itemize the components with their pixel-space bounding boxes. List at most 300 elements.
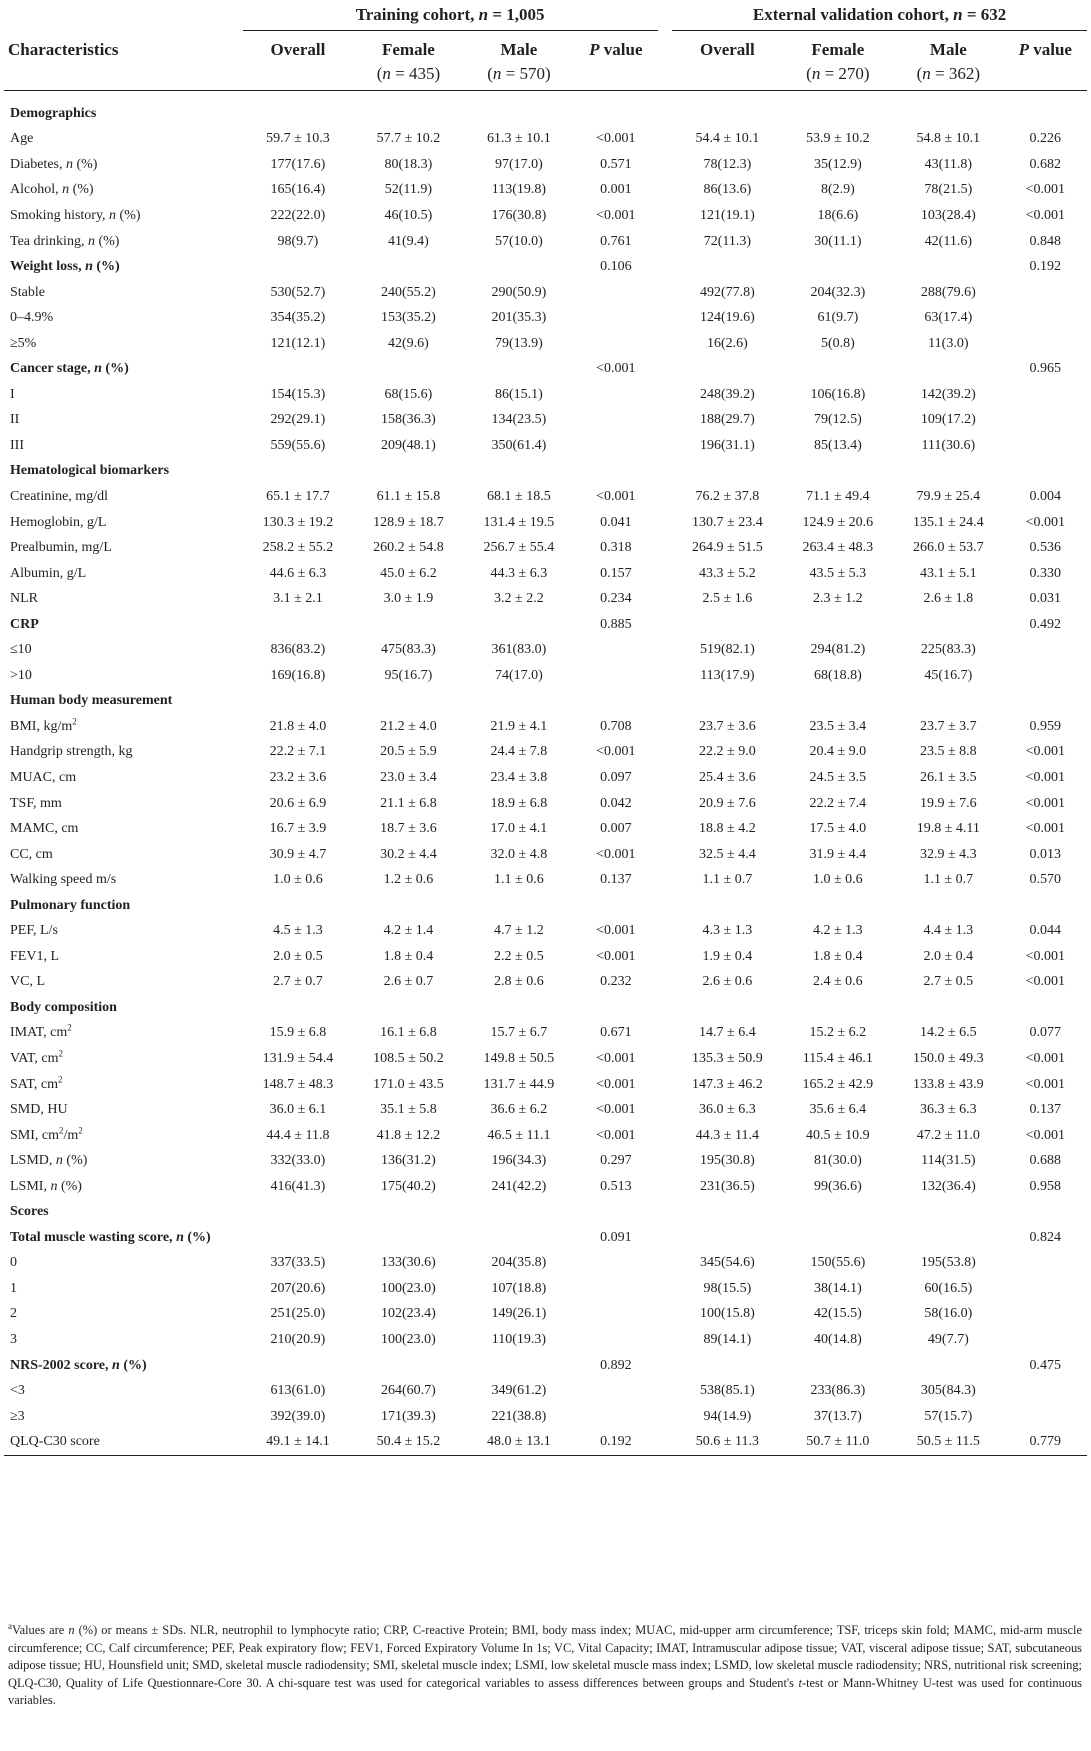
row-label: Cancer stage, n (%): [10, 361, 129, 377]
table-cell: [464, 1353, 574, 1379]
table-cell: [574, 1327, 657, 1353]
table-cell: 20.6 ± 6.9: [269, 795, 327, 811]
table-cell: <0.001: [596, 846, 636, 862]
table-cell: 21.1 ± 6.8: [380, 795, 437, 811]
table-cell: 0.513: [600, 1178, 632, 1194]
cohort-header-row: [4, 0, 1087, 31]
section-row: [4, 893, 1087, 919]
table-row: [4, 1046, 1087, 1072]
table-cell: [243, 893, 353, 919]
table-cell: [672, 612, 782, 638]
table-cell: 158(36.3): [381, 412, 436, 428]
table-cell: 68(18.8): [813, 667, 862, 683]
row-label: Scores: [10, 1204, 49, 1220]
table-cell: <0.001: [596, 131, 636, 147]
table-cell: 177(17.6): [270, 156, 326, 172]
table-cell: [1004, 1200, 1087, 1226]
table-cell: 44.3 ± 6.3: [490, 565, 548, 581]
table-cell: 263.4 ± 48.3: [802, 540, 874, 556]
table-cell: [574, 101, 657, 127]
table-cell: [1004, 1251, 1087, 1277]
table-cell: 266.0 ± 53.7: [912, 540, 984, 556]
table-cell: 0.091: [600, 1229, 632, 1245]
table-cell: 17.5 ± 4.0: [809, 821, 867, 837]
table-cell: 154(15.3): [270, 386, 326, 402]
table-row: [4, 714, 1087, 740]
table-row: [4, 203, 1087, 229]
table-cell: 0.885: [600, 616, 632, 632]
table-cell: 210(20.9): [270, 1332, 326, 1348]
table-cell: 142(39.2): [920, 386, 976, 402]
table-cell: 0.958: [1029, 1178, 1062, 1194]
table-cell: 18(6.6): [817, 207, 859, 223]
table-cell: 23.4 ± 3.8: [490, 769, 548, 785]
table-cell: 23.7 ± 3.6: [699, 718, 756, 734]
validation-cohort-heading: External validation cohort, n = 632: [672, 0, 1087, 31]
training-overall-heading: Overall: [243, 31, 353, 91]
table-cell: <0.001: [1025, 1051, 1065, 1066]
table-cell: 98(15.5): [703, 1280, 752, 1296]
table-cell: 4.5 ± 1.3: [273, 923, 323, 939]
table-cell: 196(31.1): [699, 437, 755, 453]
table-cell: 0.330: [1029, 565, 1062, 581]
row-label: FEV1, L: [10, 948, 59, 964]
table-cell: [1004, 305, 1087, 331]
table-cell: 80(18.3): [384, 156, 433, 172]
table-cell: 58(16.0): [924, 1306, 973, 1322]
table-cell: [672, 459, 782, 485]
table-cell: [574, 305, 657, 331]
table-cell: 2.2 ± 0.5: [494, 948, 544, 964]
table-cell: 59.7 ± 10.3: [266, 131, 330, 147]
table-cell: 201(35.3): [491, 310, 547, 326]
table-cell: 0.031: [1029, 591, 1062, 607]
table-cell: 30.2 ± 4.4: [380, 846, 437, 862]
table-cell: 21.8 ± 4.0: [269, 718, 327, 734]
table-cell: 108.5 ± 50.2: [373, 1051, 444, 1066]
table-cell: 148.7 ± 48.3: [262, 1076, 334, 1092]
table-cell: <0.001: [596, 1102, 636, 1118]
table-cell: 94(14.9): [703, 1408, 752, 1424]
table-cell: 79(12.5): [813, 412, 862, 428]
table-cell: [574, 663, 657, 689]
table-cell: 36.0 ± 6.3: [699, 1102, 756, 1118]
table-cell: 68.1 ± 18.5: [487, 488, 551, 504]
table-cell: [574, 331, 657, 357]
table-row: [4, 178, 1087, 204]
table-cell: 114(31.5): [921, 1153, 976, 1169]
table-cell: 204(32.3): [810, 284, 866, 300]
table-cell: 86(13.6): [703, 182, 752, 198]
table-cell: 135.3 ± 50.9: [692, 1051, 763, 1066]
table-cell: 0.965: [1029, 361, 1062, 377]
table-cell: 100(23.0): [381, 1332, 436, 1348]
table-row: [4, 663, 1087, 689]
table-cell: 44.3 ± 11.4: [695, 1127, 759, 1143]
table-cell: 0.013: [1029, 846, 1062, 862]
table-cell: 100(23.0): [381, 1280, 436, 1296]
table-cell: 68(15.6): [384, 386, 433, 402]
training-cohort-heading: Training cohort, n = 1,005: [243, 0, 658, 31]
table-cell: 538(85.1): [699, 1383, 755, 1399]
table-cell: [464, 459, 574, 485]
table-cell: <0.001: [596, 361, 636, 377]
table-cell: [783, 1225, 893, 1251]
table-cell: 2.4 ± 0.6: [813, 974, 863, 990]
table-cell: <0.001: [596, 744, 636, 760]
row-label: Diabetes, n (%): [10, 156, 98, 172]
table-row: [4, 280, 1087, 306]
row-label: Total muscle wasting score, n (%): [10, 1229, 211, 1245]
table-cell: 2.8 ± 0.6: [494, 974, 544, 990]
table-cell: 113(17.9): [700, 667, 755, 683]
table-cell: [574, 1251, 657, 1277]
table-cell: [1004, 1327, 1087, 1353]
section-row: [4, 356, 1087, 382]
table-cell: <0.001: [1025, 974, 1065, 990]
section-row: [4, 254, 1087, 280]
table-cell: <0.001: [1025, 769, 1065, 785]
table-row: [4, 433, 1087, 459]
table-cell: 47.2 ± 11.0: [916, 1127, 980, 1143]
row-label: Hematological biomarkers: [10, 463, 170, 479]
table-cell: [574, 893, 657, 919]
table-cell: 2.5 ± 1.6: [702, 591, 753, 607]
table-cell: 48.0 ± 13.1: [464, 1429, 574, 1455]
table-cell: 248(39.2): [699, 386, 755, 402]
table-cell: 18.9 ± 6.8: [490, 795, 548, 811]
table-row: [4, 229, 1087, 255]
table-row: [4, 382, 1087, 408]
table-cell: 99(36.6): [813, 1178, 862, 1194]
validation-female-heading: Female (n = 270): [783, 31, 893, 91]
table-cell: 559(55.6): [270, 437, 326, 453]
table-row: [4, 1072, 1087, 1098]
table-cell: [464, 1200, 574, 1226]
table-cell: 2.0 ± 0.4: [923, 948, 974, 964]
table-cell: 54.8 ± 10.1: [916, 131, 981, 147]
training-female-count: (n = 435): [376, 64, 441, 83]
table-cell: [1004, 689, 1087, 715]
table-cell: 0.106: [600, 259, 632, 275]
row-label: LSMI, n (%): [10, 1178, 82, 1194]
row-label: Walking speed m/s: [10, 872, 117, 888]
row-label: SAT, $cm^2$: [10, 1073, 63, 1092]
table-cell: 475(83.3): [381, 642, 436, 658]
table-cell: <0.001: [596, 1076, 636, 1092]
table-cell: [1004, 893, 1087, 919]
table-cell: 231(36.5): [699, 1178, 755, 1194]
table-cell: 171(39.3): [381, 1408, 436, 1424]
table-cell: 31.9 ± 4.4: [809, 846, 867, 862]
table-cell: 50.5 ± 11.5: [893, 1429, 1003, 1455]
table-cell: [893, 612, 1003, 638]
table-cell: [1004, 101, 1087, 127]
row-label: NLR: [10, 591, 38, 607]
table-cell: 124.9 ± 20.6: [802, 514, 874, 530]
table-cell: [893, 356, 1003, 382]
validation-overall-heading: Overall: [672, 31, 782, 91]
table-row: [4, 1378, 1087, 1404]
table-cell: 0.226: [1029, 131, 1062, 147]
row-label: SMD, HU: [10, 1102, 68, 1118]
table-cell: 4.7 ± 1.2: [494, 923, 544, 939]
table-row: [4, 867, 1087, 893]
table-cell: [464, 689, 574, 715]
table-cell: 79.9 ± 25.4: [916, 488, 981, 504]
table-cell: 22.2 ± 7.4: [809, 795, 867, 811]
table-cell: 0.192: [574, 1429, 657, 1455]
table-cell: 0.192: [1029, 259, 1062, 275]
validation-pvalue-heading: P value: [1004, 31, 1087, 91]
table-cell: 836(83.2): [270, 642, 326, 658]
table-row: [4, 586, 1087, 612]
table-cell: 71.1 ± 49.4: [806, 488, 870, 504]
table-cell: [672, 254, 782, 280]
table-cell: [1004, 1378, 1087, 1404]
table-cell: 121(19.1): [699, 207, 755, 223]
row-label: Albumin, g/L: [10, 565, 87, 581]
table-cell: [1004, 408, 1087, 434]
row-label: PEF, L/s: [10, 923, 58, 939]
table-cell: 1.8 ± 0.4: [383, 948, 434, 964]
table-row: [4, 970, 1087, 996]
table-cell: 57(10.0): [494, 233, 543, 249]
table-row: [4, 740, 1087, 766]
training-female-heading: Female (n = 435): [353, 31, 463, 91]
table-cell: [574, 1404, 657, 1430]
table-cell: [1004, 459, 1087, 485]
characteristics-table: [4, 0, 1087, 1456]
table-cell: [464, 612, 574, 638]
table-cell: 103(28.4): [920, 207, 976, 223]
table-cell: 2.3 ± 1.2: [813, 591, 863, 607]
table-cell: 519(82.1): [699, 642, 755, 658]
row-label: NRS-2002 score, n (%): [10, 1357, 147, 1373]
table-cell: 35.6 ± 6.4: [809, 1102, 867, 1118]
table-cell: 292(29.1): [270, 412, 326, 428]
table-cell: 74(17.0): [494, 667, 543, 683]
table-cell: 361(83.0): [491, 642, 547, 658]
table-cell: 337(33.5): [270, 1255, 326, 1271]
row-label: Demographics: [10, 105, 97, 121]
table-cell: 102(23.4): [381, 1306, 436, 1322]
table-cell: 21.2 ± 4.0: [380, 718, 437, 734]
table-cell: [243, 459, 353, 485]
table-cell: <0.001: [596, 1051, 636, 1066]
table-cell: 2.7 ± 0.7: [273, 974, 323, 990]
table-cell: 0.570: [1029, 872, 1062, 888]
table-row: [4, 919, 1087, 945]
table-cell: 16.7 ± 3.9: [269, 821, 327, 837]
table-cell: 25.4 ± 3.6: [699, 769, 756, 785]
training-male-count: (n = 570): [487, 64, 551, 83]
table-cell: [574, 689, 657, 715]
table-row: [4, 1021, 1087, 1047]
table-cell: 40.5 ± 10.9: [806, 1127, 870, 1143]
table-cell: 288(79.6): [920, 284, 976, 300]
row-label: MUAC, cm: [10, 769, 77, 785]
table-cell: 4.2 ± 1.4: [383, 923, 434, 939]
table-cell: 113(19.8): [491, 182, 547, 198]
table-cell: 100(15.8): [699, 1306, 755, 1322]
characteristics-heading: Characteristics: [4, 31, 243, 91]
table-cell: 1.1 ± 0.6: [494, 872, 544, 888]
table-cell: 89(14.1): [703, 1332, 752, 1348]
table-cell: 4.4 ± 1.3: [923, 923, 974, 939]
table-cell: 530(52.7): [270, 284, 326, 300]
table-cell: [893, 1353, 1003, 1379]
table-cell: [243, 356, 353, 382]
table-cell: 3.2 ± 2.2: [494, 591, 544, 607]
table-cell: [1004, 637, 1087, 663]
training-male-heading: Male (n = 570): [464, 31, 574, 91]
table-cell: 149.8 ± 50.5: [483, 1051, 555, 1066]
table-cell: 241(42.2): [491, 1178, 547, 1194]
table-cell: 1.2 ± 0.6: [383, 872, 434, 888]
table-cell: 43.1 ± 5.1: [919, 565, 977, 581]
table-cell: 165(16.4): [270, 182, 326, 198]
table-cell: 111(30.6): [921, 437, 976, 453]
table-cell: 0.001: [600, 182, 632, 198]
table-cell: 20.4 ± 9.0: [809, 744, 867, 760]
table-cell: 0.137: [1029, 1102, 1062, 1118]
table-cell: 43(11.8): [924, 156, 972, 172]
table-cell: 176(30.8): [491, 207, 547, 223]
table-cell: 0.475: [1029, 1357, 1062, 1373]
table-cell: 349(61.2): [491, 1383, 547, 1399]
table-cell: <0.001: [596, 948, 636, 964]
table-cell: [672, 893, 782, 919]
table-cell: 15.7 ± 6.7: [490, 1025, 548, 1041]
table-cell: 2.6 ± 0.6: [702, 974, 753, 990]
table-cell: <0.001: [1025, 744, 1065, 760]
table-row: [4, 561, 1087, 587]
table-cell: [893, 893, 1003, 919]
table-cell: [353, 1225, 463, 1251]
table-cell: 22.2 ± 9.0: [699, 744, 756, 760]
table-cell: 0.848: [1029, 233, 1062, 249]
table-cell: 17.0 ± 4.1: [490, 821, 548, 837]
table-cell: 15.2 ± 6.2: [809, 1025, 867, 1041]
table-cell: [672, 689, 782, 715]
table-cell: 133.8 ± 43.9: [912, 1076, 984, 1092]
table-cell: [574, 995, 657, 1021]
table-cell: 175(40.2): [381, 1178, 436, 1194]
table-cell: 1.0 ± 0.6: [813, 872, 863, 888]
table-cell: 40(14.8): [813, 1332, 862, 1348]
table-cell: 18.8 ± 4.2: [699, 821, 756, 837]
table-cell: 209(48.1): [381, 437, 436, 453]
table-cell: 131.9 ± 54.4: [262, 1051, 334, 1066]
table-cell: [243, 689, 353, 715]
row-label: Prealbumin, mg/L: [10, 540, 112, 556]
table-cell: [893, 1200, 1003, 1226]
row-label: Stable: [10, 284, 45, 300]
table-cell: 23.5 ± 8.8: [919, 744, 977, 760]
table-cell: 0.157: [600, 565, 632, 581]
table-cell: [1004, 1404, 1087, 1430]
row-label: Smoking history, n (%): [10, 207, 141, 223]
table-row: [4, 816, 1087, 842]
table-cell: 0.137: [600, 872, 632, 888]
table-row: [4, 1327, 1087, 1353]
table-cell: <0.001: [596, 1127, 636, 1143]
table-cell: [1004, 280, 1087, 306]
section-row: [4, 612, 1087, 638]
table-cell: 0.571: [600, 156, 632, 172]
table-cell: 149(26.1): [491, 1306, 547, 1322]
table-cell: [672, 356, 782, 382]
table-cell: 1.1 ± 0.7: [702, 872, 753, 888]
table-cell: 0.824: [1029, 1229, 1062, 1245]
table-cell: 107(18.8): [491, 1280, 547, 1296]
table-cell: 11(3.0): [928, 335, 969, 351]
table-cell: 147.3 ± 46.2: [692, 1076, 763, 1092]
table-cell: 2.6 ± 0.7: [383, 974, 434, 990]
row-label: IMAT, $cm^2$: [10, 1022, 72, 1041]
table-row: [4, 152, 1087, 178]
table-cell: 131.7 ± 44.9: [483, 1076, 555, 1092]
table-cell: 135.1 ± 24.4: [912, 514, 984, 530]
row-label: LSMD, n (%): [10, 1153, 88, 1169]
table-cell: [243, 1353, 353, 1379]
table-cell: <0.001: [596, 207, 636, 223]
row-label: <3: [10, 1383, 25, 1399]
table-cell: 169(16.8): [270, 667, 326, 683]
table-cell: 0.708: [600, 718, 632, 734]
table-cell: 38(14.1): [813, 1280, 862, 1296]
table-cell: 1.9 ± 0.4: [702, 948, 753, 964]
table-cell: 121(12.1): [270, 335, 326, 351]
row-label: II: [10, 412, 20, 428]
table-cell: [353, 995, 463, 1021]
section-row: [4, 689, 1087, 715]
table-cell: 30(11.1): [814, 233, 862, 249]
table-cell: 41.8 ± 12.2: [376, 1127, 441, 1143]
table-cell: [574, 1378, 657, 1404]
table-cell: 54.4 ± 10.1: [695, 131, 760, 147]
table-cell: [672, 1200, 782, 1226]
table-cell: [893, 1225, 1003, 1251]
table-cell: 3.1 ± 2.1: [273, 591, 323, 607]
table-cell: 49(7.7): [927, 1332, 969, 1348]
table-row: [4, 791, 1087, 817]
row-label: ≥5%: [10, 335, 37, 351]
table-cell: 130.3 ± 19.2: [262, 514, 334, 530]
table-cell: 35(12.9): [813, 156, 862, 172]
table-cell: 23.5 ± 3.4: [809, 718, 867, 734]
row-label: Hemoglobin, g/L: [10, 514, 107, 530]
table-cell: 133(30.6): [381, 1255, 436, 1271]
table-cell: 21.9 ± 4.1: [490, 718, 548, 734]
column-header-row: [4, 31, 1087, 91]
table-cell: 150(55.6): [810, 1255, 866, 1271]
table-cell: 79(13.9): [494, 335, 543, 351]
table-cell: [353, 1200, 463, 1226]
section-row: [4, 459, 1087, 485]
table-cell: 150.0 ± 49.3: [912, 1051, 984, 1066]
table-cell: 4.2 ± 1.3: [813, 923, 863, 939]
table-cell: 45(16.7): [924, 667, 973, 683]
table-cell: 42(15.5): [813, 1306, 862, 1322]
table-cell: <0.001: [1025, 821, 1065, 837]
table-cell: 46.5 ± 11.1: [487, 1127, 551, 1143]
table-cell: 153(35.2): [381, 310, 436, 326]
table-cell: 256.7 ± 55.4: [483, 540, 555, 556]
table-cell: 50.7 ± 11.0: [783, 1429, 893, 1455]
table-cell: 0.671: [600, 1025, 632, 1041]
